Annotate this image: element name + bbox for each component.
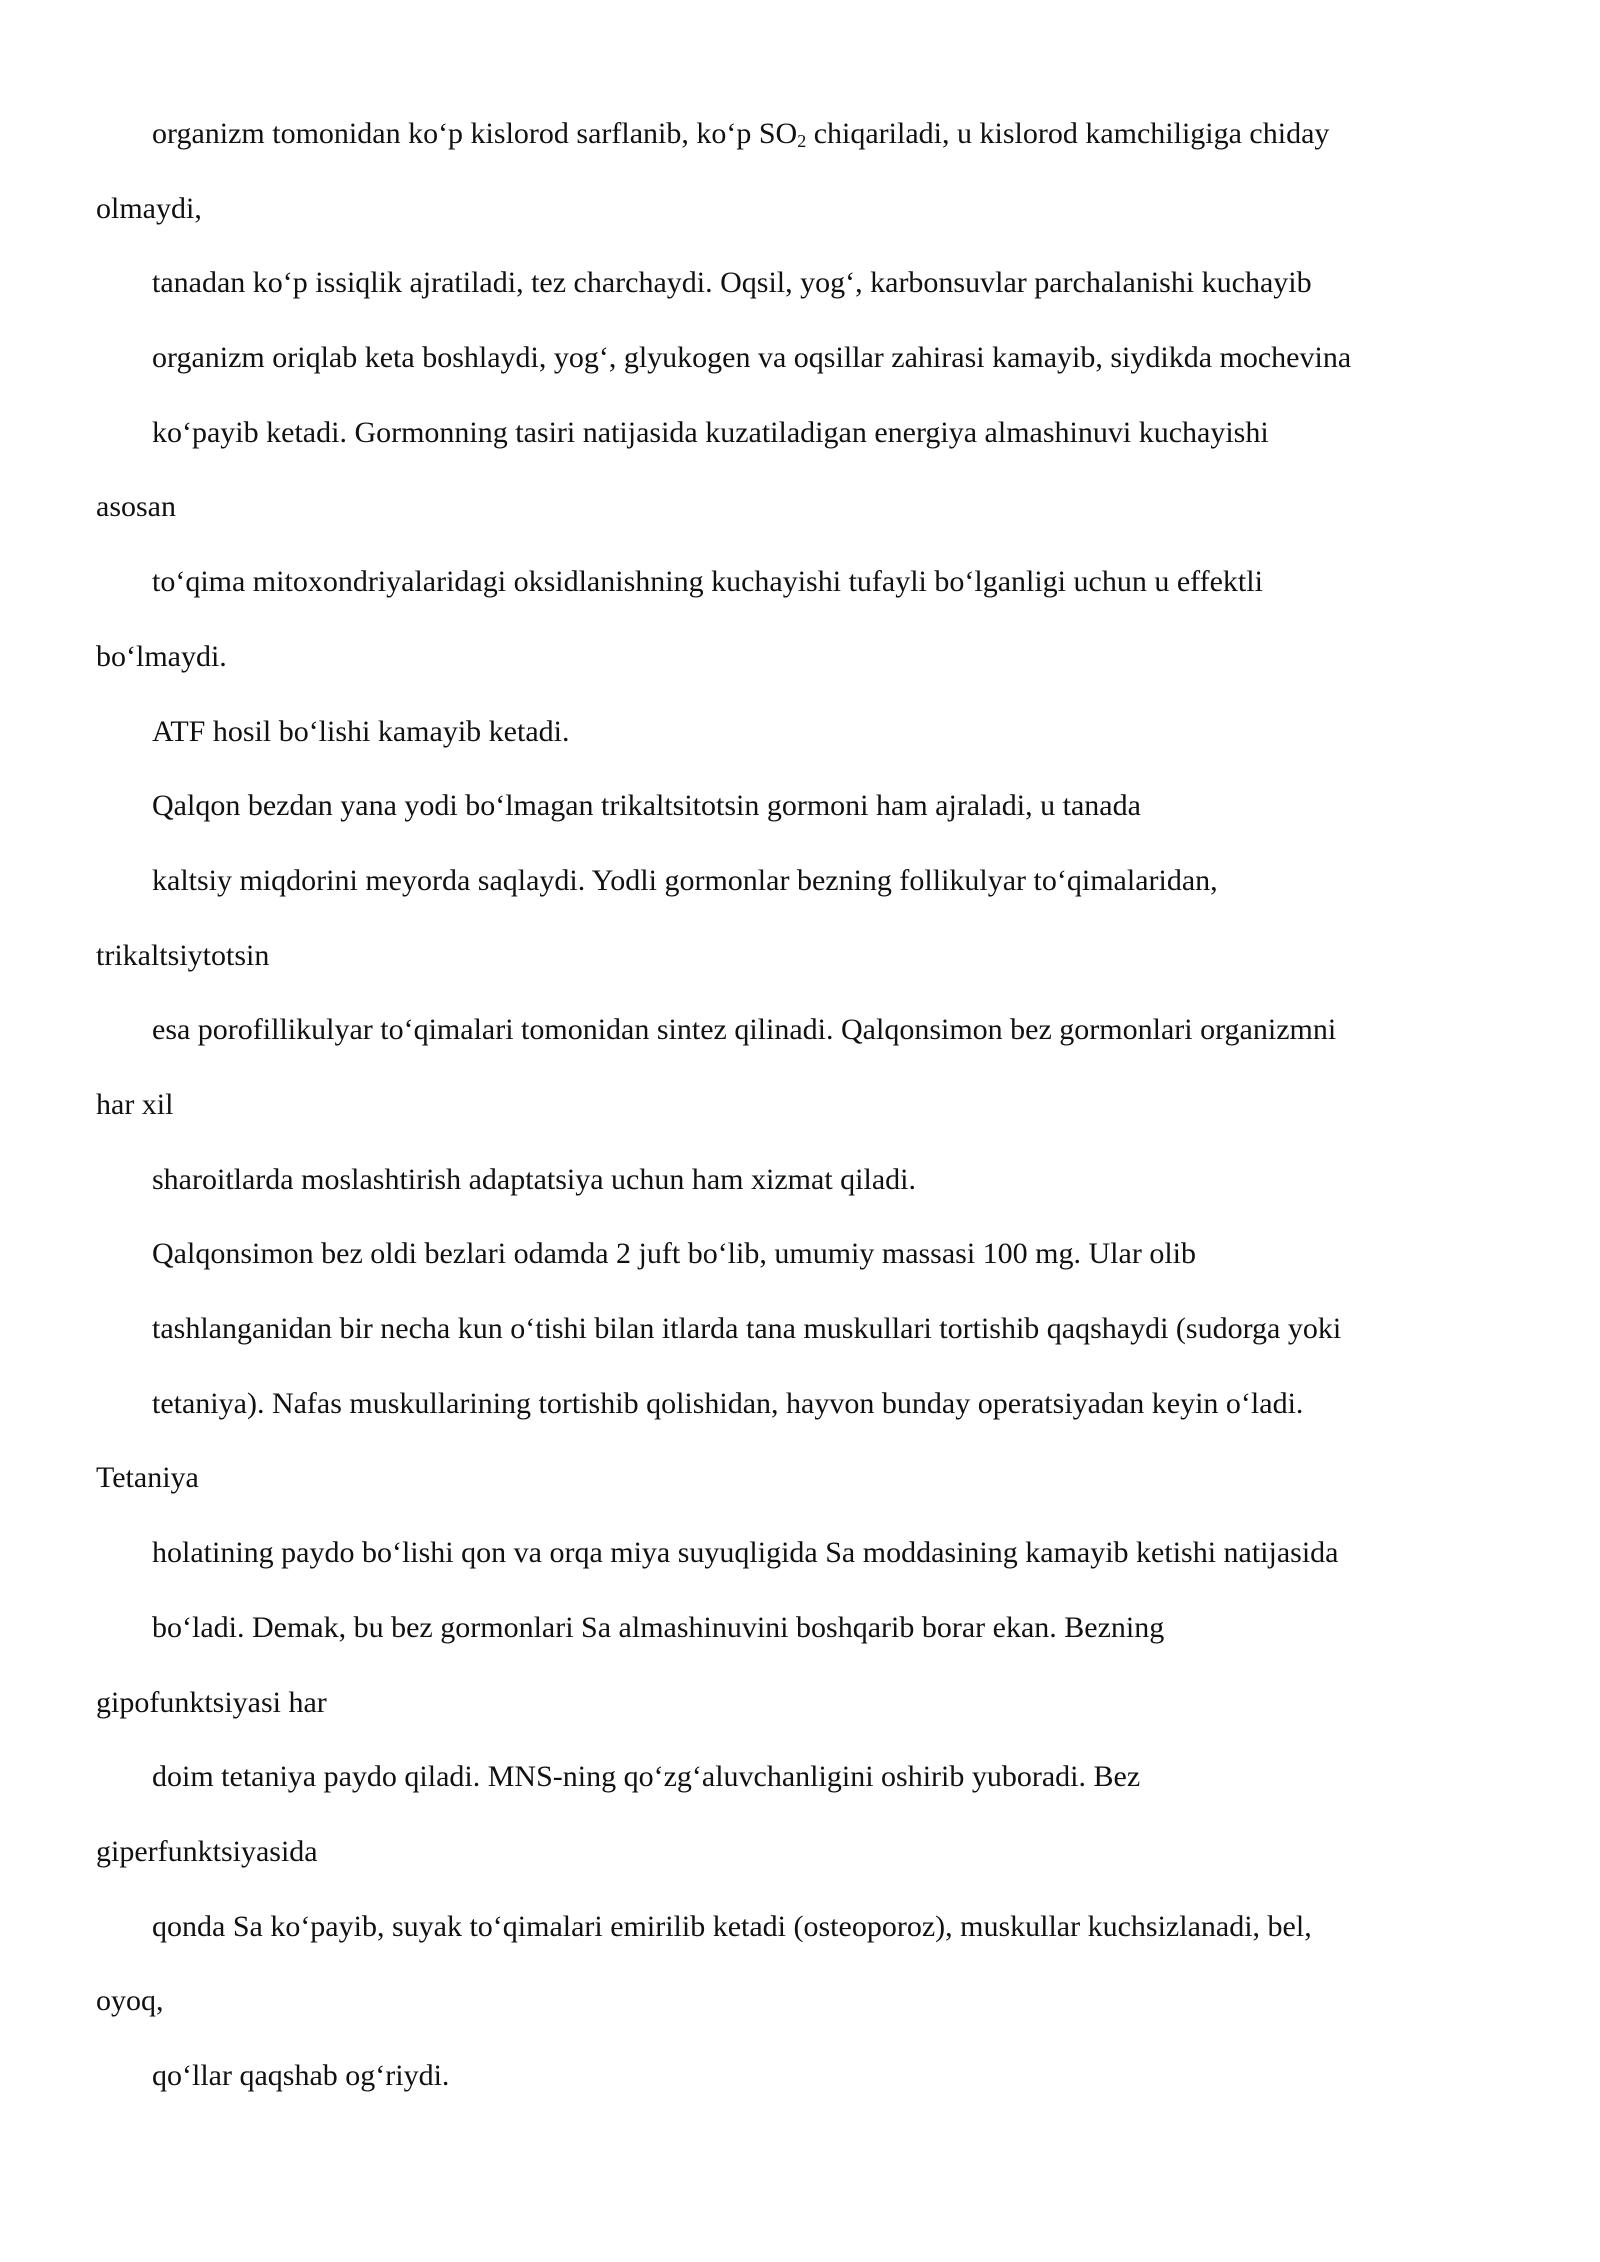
text-line: bo‘lmaydi. xyxy=(96,640,227,673)
text-segment: organizm tomonidan ko‘p kislorod sarflanib, ko‘p SO xyxy=(152,117,798,150)
text-line: qonda Sa ko‘payib, suyak to‘qimalari emirilib ketadi (osteoporoz), muskullar kuchsizlanadi, bel, xyxy=(152,1910,1312,1943)
text-line: kaltsiy miqdorini meyorda saqlaydi. Yodli gormonlar bezning follikulyar to‘qimalaridan, xyxy=(152,864,1218,897)
subscript-text: 2 xyxy=(797,131,807,151)
text-line: doim tetaniya paydo qiladi. MNS-ning qo‘zg‘aluvchanligini oshirib yuboradi. Bez xyxy=(152,1760,1141,1793)
text-line: esa porofillikulyar to‘qimalari tomonidan sintez qilinadi. Qalqonsimon bez gormonlari organizmni xyxy=(152,1013,1337,1046)
text-line: asosan xyxy=(96,490,176,523)
text-line: Qalqonsimon bez oldi bezlari odamda 2 juft bo‘lib, umumiy massasi 100 mg. Ular olib xyxy=(152,1237,1196,1270)
text-line: tetaniya). Nafas muskullarining tortishib qolishidan, hayvon bunday operatsiyadan keyin o‘ladi. xyxy=(152,1387,1304,1420)
text-line: oyoq, xyxy=(96,1984,164,2017)
text-line: sharoitlarda moslashtirish adaptatsiya uchun ham xizmat qiladi. xyxy=(152,1163,916,1196)
text-line: bo‘ladi. Demak, bu bez gormonlari Sa almashinuvini boshqarib borar ekan. Bezning xyxy=(152,1611,1165,1644)
text-line: trikaltsiytotsin xyxy=(96,939,270,972)
text-line: gipofunktsiyasi har xyxy=(96,1686,327,1719)
text-line: har xil xyxy=(96,1088,174,1121)
text-line: ko‘payib ketadi. Gormonning tasiri natijasida kuzatiladigan energiya almashinuvi kuchayishi xyxy=(152,416,1269,449)
text-line: holatining paydo bo‘lishi qon va orqa miya suyuqligida Sa moddasining kamayib ketishi natijasida xyxy=(152,1536,1339,1569)
text-line xyxy=(152,114,1329,161)
text-line: to‘qima mitoxondriyalaridagi oksidlanishning kuchayishi tufayli bo‘lganligi uchun u effektli xyxy=(152,565,1263,598)
text-line: qo‘llar qaqshab og‘riydi. xyxy=(152,2059,450,2092)
text-line: olmaydi, xyxy=(96,192,202,225)
text-segment: chiqariladi, u kislorod kamchiligiga chiday xyxy=(806,117,1330,150)
text-line: Qalqon bezdan yana yodi bo‘lmagan trikaltsitotsin gormoni ham ajraladi, u tanada xyxy=(152,789,1141,822)
text-line: ATF hosil bo‘lishi kamayib ketadi. xyxy=(152,715,570,748)
text-line: tanadan ko‘p issiqlik ajratiladi, tez charchaydi. Oqsil, yog‘, karbonsuvlar parchalanishi kuchayib xyxy=(152,266,1312,299)
text-line: Tetaniya xyxy=(96,1461,199,1494)
text-line: tashlanganidan bir necha kun o‘tishi bilan itlarda tana muskullari tortishib qaqshaydi (sudorga yoki xyxy=(152,1312,1342,1345)
text-line: giperfunktsiyasida xyxy=(96,1835,318,1868)
text-line: organizm oriqlab keta boshlaydi, yog‘, glyukogen va oqsillar zahirasi kamayib, siydikda mochevina xyxy=(152,341,1352,374)
